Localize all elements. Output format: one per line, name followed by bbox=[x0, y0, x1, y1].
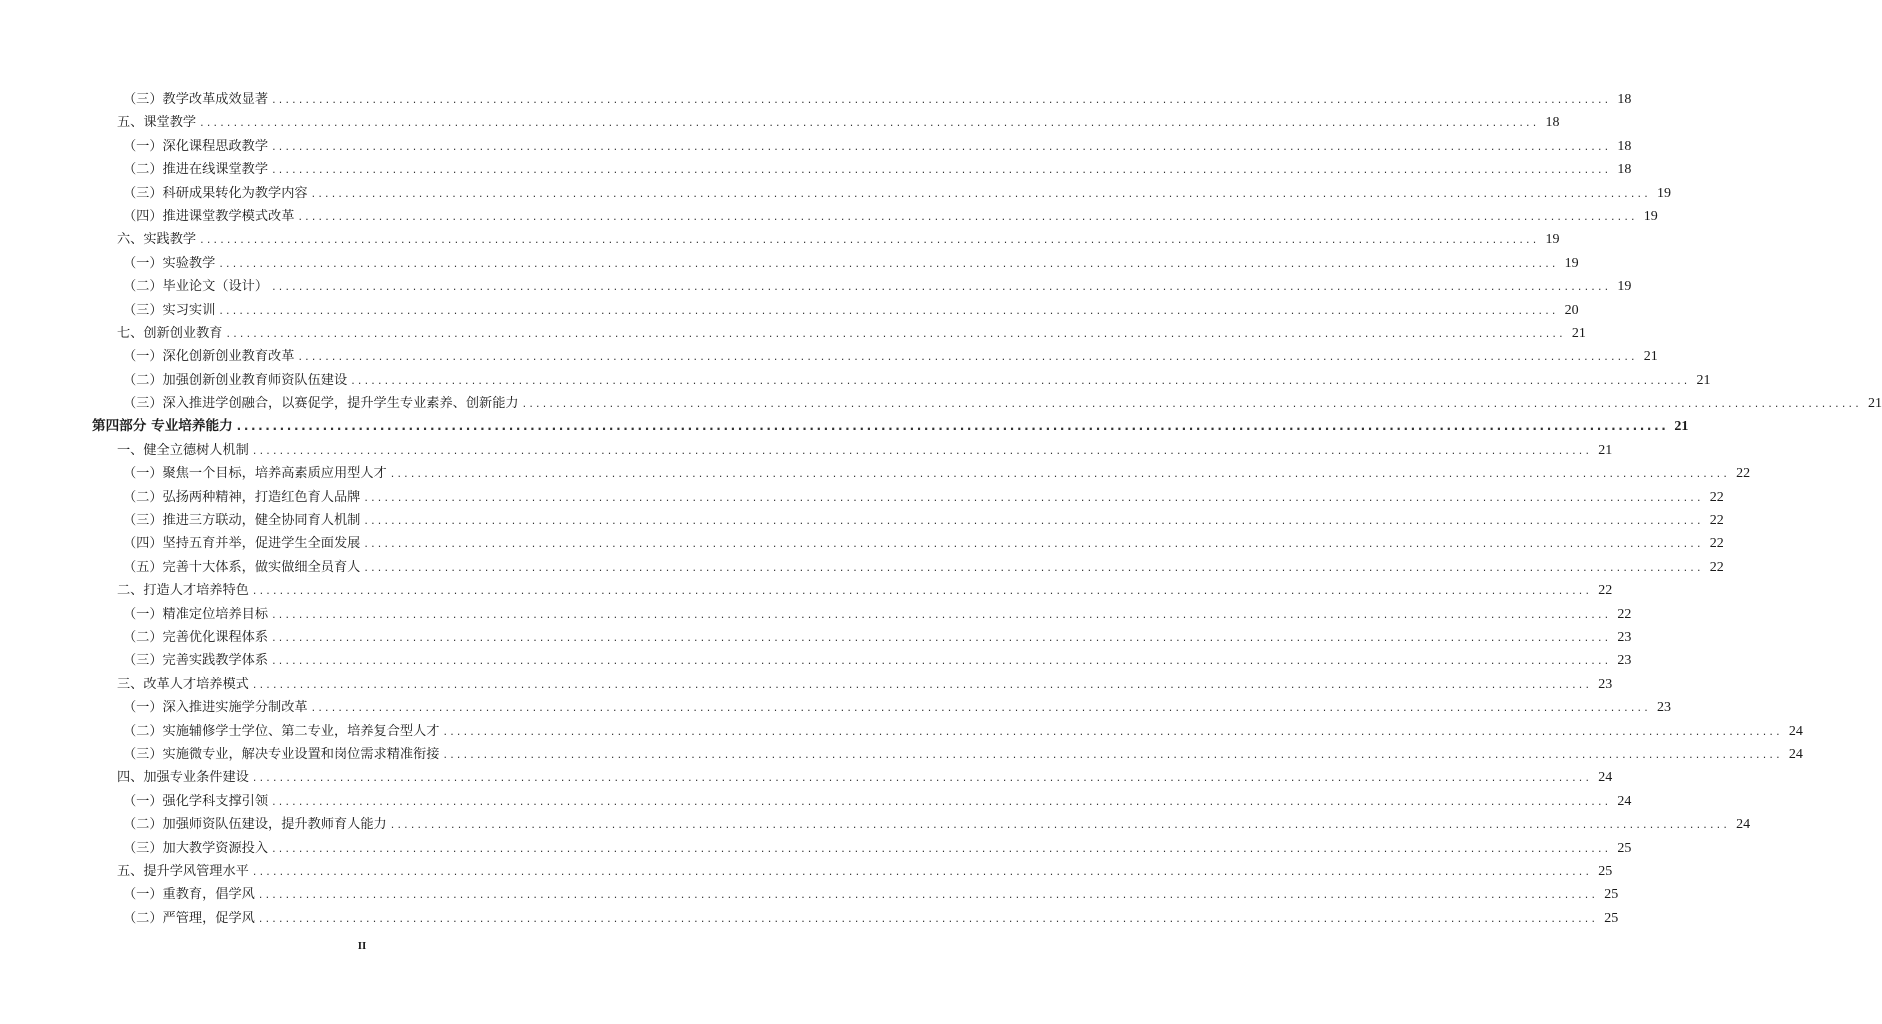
toc-entry-page: 22 bbox=[1598, 583, 1613, 599]
toc-leader-dots: ........................................................................................................................................................................................................ bbox=[200, 233, 1540, 247]
toc-subsection-entry[interactable] bbox=[0, 392, 1882, 415]
toc-subsection-entry[interactable] bbox=[0, 883, 1619, 906]
toc-leader-dots: ........................................................................................................................................................................................................ bbox=[200, 116, 1540, 130]
toc-leader-dots: ........................................................................................................................................................................................................ bbox=[219, 303, 1559, 317]
toc-part-entry[interactable] bbox=[0, 415, 1689, 438]
toc-entry-page: 22 bbox=[1709, 536, 1724, 552]
toc-entry-title: （一）精准定位培养目标 bbox=[123, 606, 269, 622]
toc-subsection-entry[interactable] bbox=[0, 556, 1724, 579]
toc-entry-title: （三）实施微专业，解决专业设置和岗位需求精准衔接 bbox=[123, 746, 440, 762]
toc-leader-dots: ........................................................................................................................................................................................................ bbox=[252, 443, 1593, 457]
toc-entry-title: （三）加大教学资源投入 bbox=[123, 840, 269, 856]
toc-leader-dots: ........................................................................................................................................................................................................ bbox=[272, 841, 1612, 855]
toc-section-entry[interactable] bbox=[0, 439, 1613, 462]
toc-entry-title: （二）加强创新创业教育师资队伍建设 bbox=[123, 372, 348, 388]
toc-entry-title: （一）实验教学 bbox=[123, 255, 216, 271]
toc-entry-title: （二）加强师资队伍建设，提升教师育人能力 bbox=[123, 817, 387, 833]
toc-entry-page: 22 bbox=[1709, 513, 1724, 529]
toc-entry-page: 18 bbox=[1617, 162, 1632, 178]
toc-entry-page: 23 bbox=[1598, 676, 1613, 692]
toc-entry-title: （二）推进在线课堂教学 bbox=[123, 162, 269, 178]
toc-entry-page: 19 bbox=[1545, 232, 1560, 248]
toc-subsection-entry[interactable] bbox=[0, 345, 1658, 368]
toc-subsection-entry[interactable] bbox=[0, 649, 1632, 672]
toc-entry-page: 25 bbox=[1617, 840, 1632, 856]
toc-leader-dots: ........................................................................................................................................................................................................ bbox=[272, 93, 1612, 106]
toc-section-entry[interactable] bbox=[0, 766, 1613, 789]
toc-subsection-entry[interactable] bbox=[0, 626, 1632, 649]
toc-entry-title: （三）实习实训 bbox=[123, 302, 216, 318]
toc-leader-dots: ........................................................................................................................................................................................................ bbox=[252, 864, 1593, 878]
toc-entry-page: 19 bbox=[1617, 279, 1632, 295]
toc-leader-dots: ........................................................................................................................................................................................................ bbox=[522, 397, 1862, 411]
toc-entry-page: 23 bbox=[1656, 700, 1671, 716]
toc-subsection-entry[interactable] bbox=[0, 907, 1619, 930]
toc-entry-page: 19 bbox=[1656, 185, 1671, 201]
toc-entry-page: 24 bbox=[1788, 723, 1803, 739]
toc-entry-page: 24 bbox=[1736, 817, 1751, 833]
toc-leader-dots: ........................................................................................................................................................................................................ bbox=[298, 209, 1638, 223]
toc-entry-page: 24 bbox=[1598, 770, 1613, 786]
toc-entry-page: 22 bbox=[1709, 559, 1724, 575]
toc-leader-dots: ........................................................................................................................................................................................................ bbox=[258, 911, 1599, 925]
toc-entry-page: 22 bbox=[1617, 606, 1632, 622]
toc-entry-page: 21 bbox=[1867, 396, 1882, 412]
toc-entry-title: （四）坚持五育并举，促进学生全面发展 bbox=[123, 536, 361, 552]
toc-entry-page: 18 bbox=[1545, 115, 1560, 131]
toc-entry-page: 22 bbox=[1736, 466, 1751, 482]
toc-entry-title: 五、课堂教学 bbox=[117, 115, 197, 131]
toc-entry-title: 二、打造人才培养特色 bbox=[117, 583, 249, 599]
toc-subsection-entry[interactable] bbox=[0, 158, 1632, 181]
toc-subsection-entry[interactable] bbox=[0, 790, 1632, 813]
toc-entry-page: 23 bbox=[1617, 653, 1632, 669]
toc-entry-title: 一、健全立德树人机制 bbox=[117, 442, 249, 458]
toc-entry-title: 六、实践教学 bbox=[117, 232, 197, 248]
toc-entry-title: （二）严管理，促学风 bbox=[123, 910, 255, 926]
toc-entry-title: 三、改革人才培养模式 bbox=[117, 676, 249, 692]
toc-section-entry[interactable] bbox=[0, 111, 1560, 134]
toc-subsection-entry[interactable] bbox=[0, 743, 1803, 766]
toc-entry-page: 21 bbox=[1571, 325, 1586, 341]
toc-leader-dots: ........................................................................................................................................................................................................ bbox=[272, 280, 1612, 294]
toc-leader-dots: ........................................................................................................................................................................................................ bbox=[252, 771, 1593, 785]
toc-subsection-entry[interactable] bbox=[0, 837, 1632, 860]
toc-section-entry[interactable] bbox=[0, 228, 1560, 251]
toc-leader-dots: ........................................................................................................................................................................................................ bbox=[252, 677, 1593, 691]
toc-entry-title: （三）推进三方联动，健全协同育人机制 bbox=[123, 513, 361, 529]
toc-entry-page: 19 bbox=[1643, 208, 1658, 224]
toc-entry-title: （一）深化课程思政教学 bbox=[123, 138, 269, 154]
toc-entry-page: 21 bbox=[1696, 372, 1711, 388]
toc-entry-page: 20 bbox=[1564, 302, 1579, 318]
toc-entry-title: （三）科研成果转化为教学内容 bbox=[123, 185, 308, 201]
toc-leader-dots: ........................................................................................................................................................................................................ bbox=[272, 163, 1612, 177]
toc-entry-title: （二）完善优化课程体系 bbox=[123, 629, 269, 645]
toc-subsection-entry[interactable] bbox=[0, 462, 1751, 485]
toc-entry-page: 21 bbox=[1598, 442, 1613, 458]
toc-entry-title: （三）深入推进学创融合，以赛促学，提升学生专业素养、创新能力 bbox=[123, 396, 519, 412]
toc-entry-title: 五、提升学风管理水平 bbox=[117, 863, 249, 879]
toc-entry-title: （二）弘扬两种精神，打造红色育人品牌 bbox=[123, 489, 361, 505]
toc-entry-page: 25 bbox=[1598, 863, 1613, 879]
toc-subsection-entry[interactable] bbox=[0, 275, 1632, 298]
toc-entry-page: 19 bbox=[1564, 255, 1579, 271]
toc-leader-dots: ........................................................................................................................................................................................................ bbox=[443, 724, 1783, 738]
toc-entry-title: （三）完善实践教学体系 bbox=[123, 653, 269, 669]
toc-entry-page: 18 bbox=[1617, 138, 1632, 154]
toc-entry-page: 25 bbox=[1604, 887, 1619, 903]
toc-leader-dots: ........................................................................................................................................................................................................ bbox=[311, 701, 1651, 715]
toc-entry-title: （三）教学改革成效显著 bbox=[123, 92, 269, 107]
toc-entry-title: （一）深入推进实施学分制改革 bbox=[123, 700, 308, 716]
toc-subsection-entry[interactable] bbox=[0, 299, 1579, 322]
toc-leader-dots: ........................................................................................................................................................................................................ bbox=[272, 139, 1612, 153]
toc-entry-title: （一）重教育，倡学风 bbox=[123, 887, 255, 903]
toc-entry-page: 21 bbox=[1674, 419, 1689, 435]
toc-leader-dots: ........................................................................................................................................................................................................ bbox=[351, 373, 1691, 387]
toc-subsection-entry[interactable] bbox=[0, 696, 1671, 719]
toc-leader-dots: ........................................................................................................................................................................................................ bbox=[258, 888, 1599, 902]
toc-leader-dots: ........................................................................................................................................................................................................ bbox=[272, 630, 1612, 644]
toc-leader-dots: ........................................................................................................................................................................................................ bbox=[272, 794, 1612, 808]
toc-entry-page: 25 bbox=[1604, 910, 1619, 926]
toc-entry-page: 23 bbox=[1617, 629, 1632, 645]
table-of-contents bbox=[0, 88, 1882, 930]
page-number: II bbox=[357, 940, 367, 952]
toc-leader-dots: ........................................................................................................................................................................................................ bbox=[390, 818, 1731, 832]
toc-subsection-entry[interactable] bbox=[0, 532, 1724, 555]
toc-leader-dots: ........................................................................................................................................................................................................ bbox=[364, 490, 1704, 504]
toc-leader-dots: ........................................................................................................................................................................................................ bbox=[272, 654, 1612, 668]
toc-leader-dots: ........................................................................................................................................................................................................ bbox=[443, 747, 1783, 761]
toc-subsection-entry[interactable] bbox=[0, 205, 1658, 228]
toc-entry-title: （一）聚焦一个目标，培养高素质应用型人才 bbox=[123, 466, 387, 482]
toc-leader-dots: ........................................................................................................................................................................................................ bbox=[226, 326, 1566, 340]
toc-entry-title: （四）推进课堂教学模式改革 bbox=[123, 208, 295, 224]
toc-section-entry[interactable] bbox=[0, 860, 1613, 883]
toc-subsection-entry[interactable] bbox=[0, 369, 1711, 392]
toc-subsection-entry[interactable] bbox=[0, 135, 1632, 158]
toc-subsection-entry[interactable] bbox=[0, 813, 1751, 836]
toc-section-entry[interactable] bbox=[0, 673, 1613, 696]
toc-subsection-entry[interactable] bbox=[0, 486, 1724, 509]
toc-subsection-entry[interactable] bbox=[0, 603, 1632, 626]
toc-entry-page: 18 bbox=[1617, 92, 1632, 107]
toc-entry-title: （一）深化创新创业教育改革 bbox=[123, 349, 295, 365]
toc-leader-dots: ........................................................................................................................................................................................................ bbox=[272, 607, 1612, 621]
toc-entry-page: 21 bbox=[1643, 349, 1658, 365]
toc-entry-title: （二）毕业论文（设计） bbox=[123, 279, 269, 295]
toc-leader-dots: ........................................................................................................................................................................................................ bbox=[311, 186, 1651, 200]
toc-subsection-entry[interactable] bbox=[0, 88, 1632, 111]
toc-subsection-entry[interactable] bbox=[0, 720, 1803, 743]
toc-leader-dots: ........................................................................................................................................................................................................ bbox=[390, 467, 1731, 481]
toc-leader-dots: ........................................................................................................................................................................................................ bbox=[219, 256, 1559, 270]
toc-subsection-entry[interactable] bbox=[0, 182, 1671, 205]
toc-entry-page: 24 bbox=[1617, 793, 1632, 809]
toc-entry-title: （一）强化学科支撑引领 bbox=[123, 793, 269, 809]
toc-section-entry[interactable] bbox=[0, 579, 1613, 602]
toc-entry-page: 22 bbox=[1709, 489, 1724, 505]
toc-subsection-entry[interactable] bbox=[0, 509, 1724, 532]
toc-section-entry[interactable] bbox=[0, 322, 1586, 345]
toc-leader-dots: ........................................................................................................................................................................................................ bbox=[298, 350, 1638, 364]
toc-leader-dots: ........................................................................................................................................................................................................ bbox=[364, 537, 1704, 551]
toc-subsection-entry[interactable] bbox=[0, 252, 1579, 275]
toc-leader-dots: ........................................................................................................................................................................................................ bbox=[364, 514, 1704, 528]
toc-entry-title: （五）完善十大体系，做实做细全员育人 bbox=[123, 559, 361, 575]
toc-entry-title: 七、创新创业教育 bbox=[117, 325, 223, 341]
toc-entry-title: 第四部分 专业培养能力 bbox=[92, 418, 233, 435]
toc-entry-title: 四、加强专业条件建设 bbox=[117, 770, 249, 786]
toc-leader-dots: ........................................................................................................................................................................................................ bbox=[236, 419, 1669, 434]
toc-leader-dots: ........................................................................................................................................................................................................ bbox=[364, 560, 1704, 574]
toc-entry-title: （二）实施辅修学士学位、第二专业，培养复合型人才 bbox=[123, 723, 440, 739]
toc-entry-page: 24 bbox=[1788, 746, 1803, 762]
toc-leader-dots: ........................................................................................................................................................................................................ bbox=[252, 584, 1593, 598]
